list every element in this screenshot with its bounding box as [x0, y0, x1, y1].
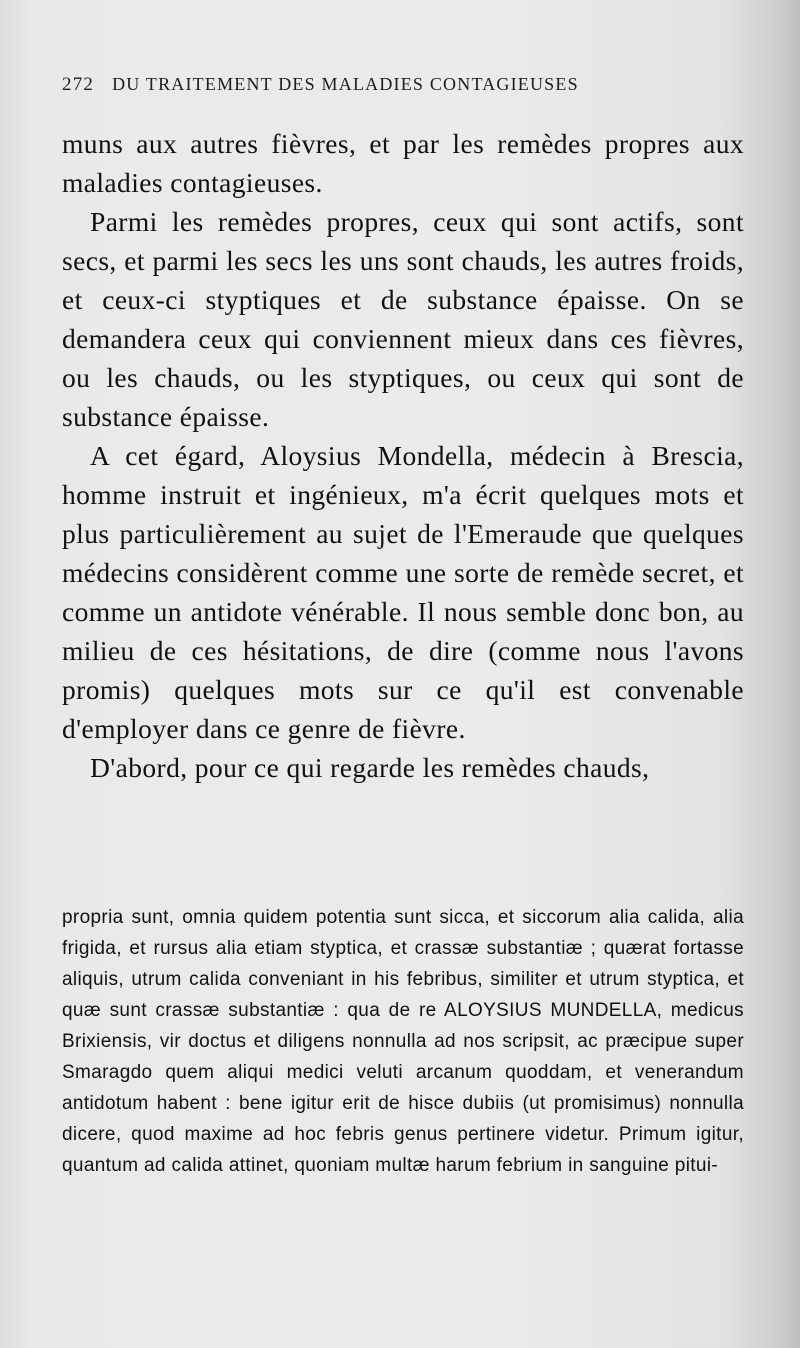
latin-paragraph: propria sunt, omnia quidem potentia sunt sicca, et siccorum alia calida, alia frigida, et rursus alia etiam styptica, et crassæ substantiæ ; quærat fortasse aliquis, utrum calida conveniant in his febribus, similiter et utrum styptica, et quæ sunt crassæ substantiæ : qua de re ALOYSIUS MUNDELLA, medicus Brixiensis, vir doctus et diligens nonnulla ad nos scripsit, ac præcipue super Smaragdo quem aliqui medici veluti arcanum quoddam, et venerandum antidotum habent : bene igitur erit de hisce dubiis (ut promisimus) nonnulla dicere, quod maxime ad hoc febris genus pertinere videtur. Primum igitur, quantum ad calida attinet, quoniam multæ harum febrium in sanguine pitui- — [62, 907, 744, 1176]
running-title: DU TRAITEMENT DES MALADIES CONTAGIEUSES — [112, 74, 579, 94]
running-header — [62, 74, 760, 96]
french-paragraph: Parmi les remèdes propres, ceux qui sont actifs, sont secs, et parmi les secs les uns sont chauds, les autres froids, et ceux-ci styptiques et de substance épaisse. On se demandera ceux qui conviennent mieux dans ces fièvres, ou les chauds, ou les styptiques, ou ceux qui sont de substance épaisse. — [62, 206, 744, 432]
latin-footnote-text — [62, 902, 744, 1181]
french-paragraph: A cet égard, Aloysius Mondella, médecin à Brescia, homme instruit et ingénieux, m'a écrit quelques mots et plus particulièrement au sujet de l'Emeraude que quelques médecins considèrent comme une sorte de remède secret, et comme un antidote vénérable. Il nous semble donc bon, au milieu de ces hésitations, de dire (comme nous l'avons promis) quelques mots sur ce qu'il est convenable d'employer dans ce genre de fièvre. — [62, 440, 744, 744]
french-translation — [62, 124, 744, 787]
page-number: 272 — [62, 74, 95, 95]
french-paragraph: D'abord, pour ce qui regarde les remèdes chauds, — [90, 752, 650, 783]
french-paragraph: muns aux autres fièvres, et par les remèdes propres aux maladies contagieuses. — [62, 128, 744, 198]
